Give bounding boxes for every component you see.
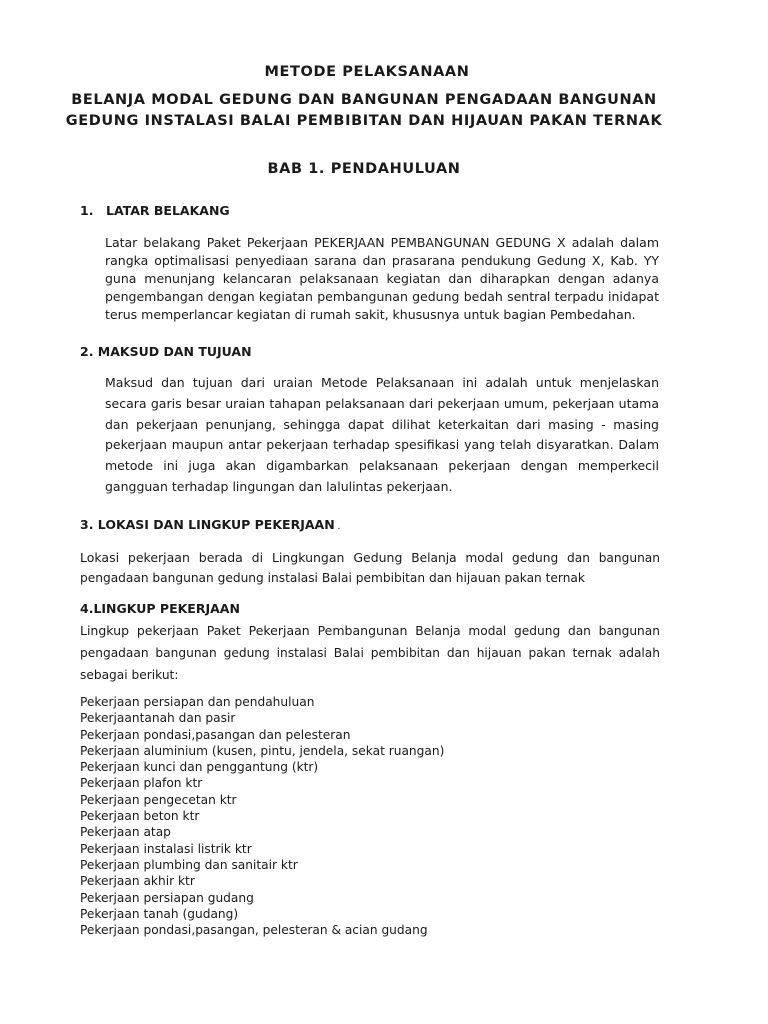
section-2-paragraph: Maksud dan tujuan dari uraian Metode Pelaksanaan ini adalah untuk menjelaskan secara garis besar uraian tahapan pelaksanaan dari pekerjaan umum, pekerjaan utama dan pekerjaan penunjang, sehingga dapat dilihat keterkaitan dari masing - masing pekerjaan maupun antar pekerjaan terhadap spesifikasi yang telah disyaratkan. Dalam metode ini juga akan digambarkan pelaksanaan pekerjaan dengan memperkecil gangguan terhadap lingungan dan lalulintas pekerjaan. xyxy=(105,375,659,494)
section-4-paragraph-start: Lingkup pekerjaan Paket Pekerjaan Pembangunan xyxy=(80,623,416,638)
section-3-paragraph-rest: Belanja modal gedung dan bangunan pengadaan bangunan gedung instalasi Balai pembibitan dan hijauan pakan ternak xyxy=(80,551,660,585)
list-item: Pekerjaan plafon ktr xyxy=(80,776,203,791)
section-1-heading xyxy=(80,203,230,218)
chapter-heading: BAB 1. PENDAHULUAN xyxy=(267,161,461,177)
document-subtitle-line-2: GEDUNG INSTALASI BALAI PEMBIBITAN DAN HIJAUAN PAKAN TERNAK xyxy=(65,113,663,129)
list-item: Pekerjaan atap xyxy=(80,825,171,840)
section-1-paragraph: Latar belakang Paket Pekerjaan PEKERJAAN PEMBANGUNAN GEDUNG X adalah dalam rangka optimalisasi penyediaan sarana dan prasarana pendukung Gedung X, Kab. YY guna menunjang kelancaran pelaksanaan kegiatan dan diharapkan dengan adanya pengembangan dengan kegiatan pembangunan gedung bedah sentral terpadu inidapat terus memperlancar kegiatan di rumah sakit, khususnya untuk bagian Pembedahan. xyxy=(105,235,659,322)
list-item: Pekerjaan pengecetan ktr xyxy=(80,792,237,807)
work-scope-list xyxy=(80,694,444,938)
section-3-paragraph-start: Lokasi pekerjaan berada di Lingkungan Gedung xyxy=(80,550,412,565)
list-item: Pekerjaan persiapan gudang xyxy=(80,890,254,905)
section-3-heading xyxy=(80,517,340,532)
list-item: Pekerjaantanah dan pasir xyxy=(80,711,236,726)
section-1-number: 1. xyxy=(80,203,94,218)
list-item: Pekerjaan pondasi,pasangan, pelesteran & acian gudang xyxy=(80,923,428,938)
document-subtitle-line-1: BELANJA MODAL GEDUNG DAN BANGUNAN PENGADAAN BANGUNAN xyxy=(71,92,657,108)
list-item: Pekerjaan beton ktr xyxy=(80,809,200,824)
section-3-title: 3. LOKASI DAN LINGKUP PEKERJAAN xyxy=(80,517,335,532)
list-item: Pekerjaan pondasi,pasangan dan pelesteran xyxy=(80,727,351,742)
list-item: Pekerjaan instalasi listrik ktr xyxy=(80,841,252,856)
list-item: Pekerjaan kunci dan penggantung (ktr) xyxy=(80,760,319,775)
section-3-heading-suffix: . xyxy=(334,522,341,532)
section-2-heading: 2. MAKSUD DAN TUJUAN xyxy=(80,344,252,359)
section-1-title: LATAR BELAKANG xyxy=(106,203,230,218)
list-item: Pekerjaan aluminium (kusen, pintu, jendela, sekat ruangan) xyxy=(80,743,445,758)
list-item: Pekerjaan akhir ktr xyxy=(80,874,195,889)
section-4-heading: 4.LINGKUP PEKERJAAN xyxy=(80,601,240,616)
list-item: Pekerjaan persiapan dan pendahuluan xyxy=(80,695,315,709)
section-4-paragraph xyxy=(80,620,660,686)
document-title: METODE PELAKSANAAN xyxy=(264,64,470,80)
section-4-paragraph-rest: Belanja modal gedung dan bangunan pengadaan bangunan gedung instalasi Balai pembibitan dan hijauan pakan ternak adalah sebagai berikut: xyxy=(80,624,660,682)
list-item: Pekerjaan tanah (gudang) xyxy=(80,906,239,921)
section-3-paragraph xyxy=(80,548,660,588)
list-item: Pekerjaan plumbing dan sanitair ktr xyxy=(80,857,298,872)
